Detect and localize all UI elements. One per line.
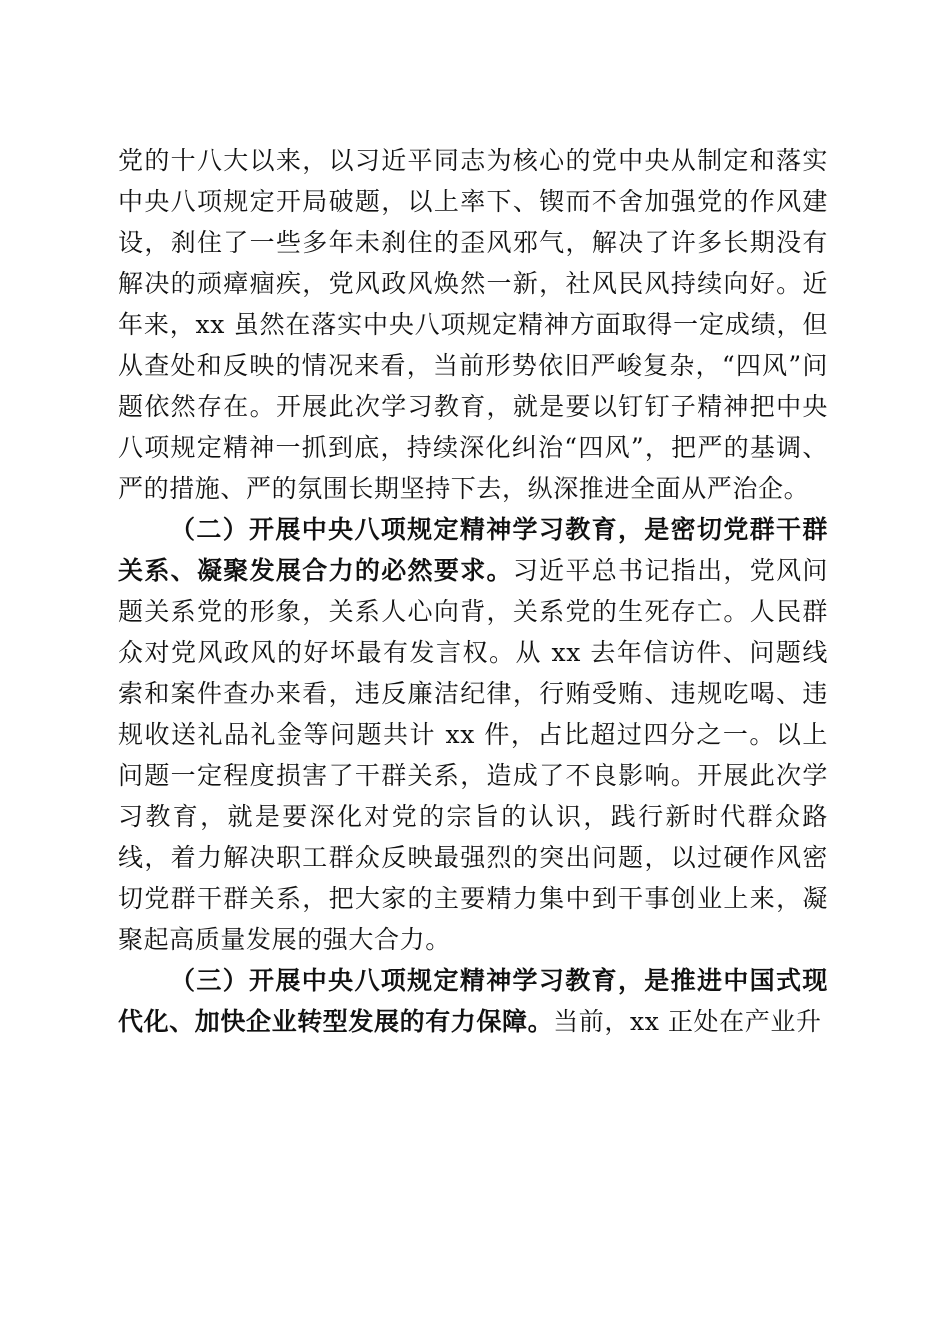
paragraph-3-heading: （三）开展中央八项规定精神学习教育，是推进中国式现代化、加快企业转型发展的有力保障。 xyxy=(118,966,828,1036)
paragraph-3-body: 当前，xx 正处在产业升 xyxy=(553,1007,822,1036)
paragraph-1-body: 党的十八大以来，以习近平同志为核心的党中央从制定和落实中央八项规定开局破题，以上率下、锲而不舍加强党的作风建设，刹住了一些多年未刹住的歪风邪气，解决了许多长期没有解决的顽瘴痼疾，党风政风焕然一新，社风民风持续向好。近年来，xx 虽然在落实中央八项规定精神方面取得一定成绩，但从查处和反映的情况来看，当前形势依旧严峻复杂，“四风”问题依然存在。开展此次学习教育，就是要以钉钉子精神把中央八项规定精神一抓到底，持续深化纠治“四风”，把严的基调、严的措施、严的氛围长期坚持下去，纵深推进全面从严治企。 xyxy=(118,146,828,503)
paragraph-2-body: 习近平总书记指出，党风问题关系党的形象，关系人心向背，关系党的生死存亡。人民群众对党风政风的好坏最有发言权。从 xx 去年信访件、问题线索和案件查办来看，违反廉洁纪律，行贿受贿、违规吃喝、违规收送礼品礼金等问题共计 xx 件，占比超过四分之一。以上问题一定程度损害了干群关系，造成了不良影响。开展此次学习教育，就是要深化对党的宗旨的认识，践行新时代群众路线，着力解决职工群众反映最强烈的突出问题，以过硬作风密切党群干群关系，把大家的主要精力集中到干事创业上来，凝聚起高质量发展的强大合力。 xyxy=(118,556,828,954)
paragraph-1 xyxy=(118,140,828,509)
paragraph-2 xyxy=(118,509,828,960)
document-body xyxy=(118,140,828,1042)
paragraph-3 xyxy=(118,960,828,1042)
paragraph-2-heading: （二）开展中央八项规定精神学习教育，是密切党群干群关系、凝聚发展合力的必然要求。 xyxy=(118,515,828,585)
